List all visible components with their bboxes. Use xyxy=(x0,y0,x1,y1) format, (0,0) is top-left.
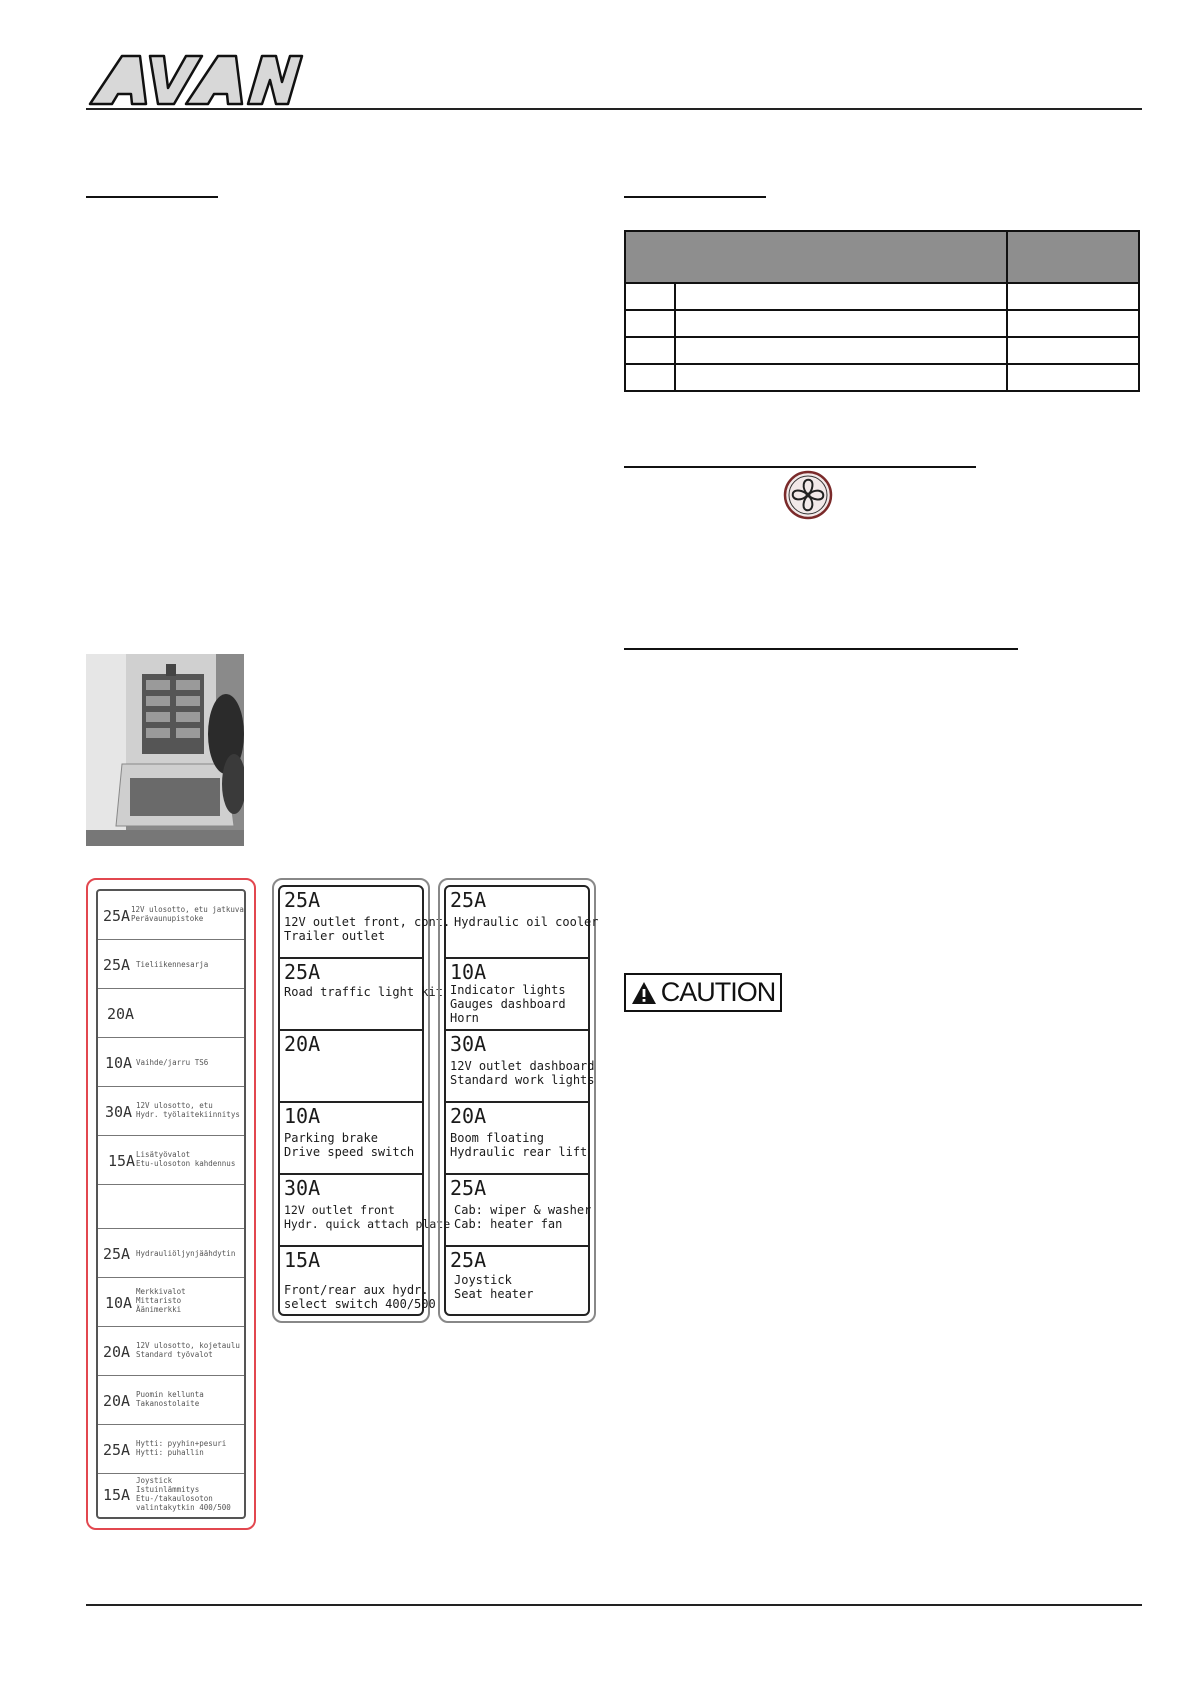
fuse-label: 12V ulosotto, kojetaulu Standard työvalot xyxy=(136,1341,240,1359)
fuse-label: 12V outlet front Hydr. quick attach plate xyxy=(284,1203,451,1231)
fuse-amp: 25A xyxy=(284,960,321,984)
fuse-label-card-english-right xyxy=(438,878,599,1323)
fuse-label: Vaihde/jarru TS6 xyxy=(136,1058,209,1067)
table-header-cell xyxy=(1007,231,1139,283)
table-row xyxy=(625,364,1139,391)
fuse-amp: 25A xyxy=(103,1441,131,1459)
fuse-label: Indicator lights Gauges dashboard Horn xyxy=(450,983,566,1025)
fuse-row xyxy=(98,1136,244,1185)
fuse-label-card-inner xyxy=(278,885,451,1316)
fuse-row xyxy=(446,1103,588,1175)
fuse-amp: 15A xyxy=(103,1486,131,1504)
fuse-amp: 10A xyxy=(450,960,487,984)
caution-label: CAUTION xyxy=(660,977,776,1007)
fuse-amp: 10A xyxy=(105,1294,133,1312)
fuse-row xyxy=(98,1376,244,1425)
fuse-row xyxy=(280,959,443,1031)
fuse-row xyxy=(98,1229,244,1278)
fuse-label-card-finnish xyxy=(86,878,256,1530)
fuse-row xyxy=(98,1327,244,1376)
fuse-amp: 25A xyxy=(103,956,131,974)
fuse-amp: 15A xyxy=(284,1248,321,1272)
fuse-amp: 20A xyxy=(450,1104,487,1128)
svg-text:AVANT: AVANT xyxy=(86,52,90,53)
fuse-row xyxy=(446,1031,595,1103)
fuse-label: Joystick Istuinlämmitys Etu-/takaulosoton valintakytkin 400/500 xyxy=(136,1476,231,1512)
fuse-row xyxy=(98,1185,244,1229)
fuse-label: Front/rear aux hydr. select switch 400/500 xyxy=(284,1283,436,1311)
fuse-amp: 25A xyxy=(103,1245,131,1263)
section-heading-rule-fan xyxy=(624,466,976,468)
fuse-amp: 30A xyxy=(105,1103,133,1121)
fuse-row xyxy=(446,1175,592,1247)
fuse-amp: 25A xyxy=(103,907,131,925)
specification-table xyxy=(624,230,1140,392)
fuse-amp: 20A xyxy=(107,1005,135,1023)
table-header-row xyxy=(625,231,1139,283)
fuse-label-card-english-left xyxy=(272,878,451,1323)
fuse-label-card-inner xyxy=(96,889,246,1519)
fuse-label: Joystick Seat heater xyxy=(454,1273,534,1301)
fuse-label: Merkkivalot Mittaristo Äänimerkki xyxy=(136,1287,186,1314)
fuse-label: Cab: wiper & washer Cab: heater fan xyxy=(454,1203,592,1231)
fuse-box-photo xyxy=(86,654,244,846)
fuse-row xyxy=(98,940,244,989)
section-heading-rule-3 xyxy=(624,648,1018,650)
table-row xyxy=(625,310,1139,337)
fuse-label: Parking brake Drive speed switch xyxy=(284,1131,415,1159)
fuse-label: 12V outlet front, cont. Trailer outlet xyxy=(284,915,451,943)
section-heading-rule-left xyxy=(86,196,218,198)
fuse-label: Hytti: pyyhin+pesuri Hytti: puhallin xyxy=(136,1439,227,1457)
fuse-label: Hydrauliöljynjäähdytin xyxy=(136,1249,236,1258)
fuse-row xyxy=(446,887,599,959)
fuse-row xyxy=(98,1278,244,1327)
fuse-label: Road traffic light kit xyxy=(284,985,443,999)
fuse-row xyxy=(98,891,244,940)
fuse-row xyxy=(98,1425,244,1474)
table-row xyxy=(625,337,1139,364)
fuse-amp: 30A xyxy=(450,1032,487,1056)
fuse-label: 12V outlet dashboard Standard work lights xyxy=(450,1059,595,1087)
warning-triangle-icon xyxy=(631,981,657,1005)
fuse-amp: 10A xyxy=(284,1104,321,1128)
avant-logo xyxy=(86,52,306,108)
fuse-label: 12V ulosotto, etu jatkuva Perävaunupistoke xyxy=(131,905,244,923)
fuse-label-card-inner xyxy=(444,885,599,1316)
table-row xyxy=(625,283,1139,310)
fuse-amp: 20A xyxy=(103,1392,131,1410)
fuse-row xyxy=(446,959,588,1031)
fuse-amp: 30A xyxy=(284,1176,321,1200)
fuse-label: Boom floating Hydraulic rear lift xyxy=(450,1131,588,1159)
fuse-row xyxy=(98,1474,244,1517)
fuse-amp: 10A xyxy=(105,1054,133,1072)
header-rule xyxy=(86,108,1142,110)
fuse-label: Lisätyövalot Etu-ulosoton kahdennus xyxy=(136,1150,236,1168)
fuse-amp: 20A xyxy=(284,1032,321,1056)
fuse-label: Tieliikennesarja xyxy=(136,960,209,969)
fuse-row xyxy=(280,1103,422,1175)
fuse-amp: 25A xyxy=(284,888,321,912)
fuse-amp: 25A xyxy=(450,888,487,912)
fuse-row xyxy=(280,1175,451,1247)
fuse-amp: 15A xyxy=(108,1152,136,1170)
footer-rule xyxy=(86,1604,1142,1606)
fuse-row xyxy=(446,1247,588,1314)
fuse-row xyxy=(98,1087,244,1136)
fuse-label: Puomin kellunta Takanostolaite xyxy=(136,1390,204,1408)
fuse-amp: 20A xyxy=(103,1343,131,1361)
table-header-cell xyxy=(625,231,1007,283)
fuse-row xyxy=(280,1031,422,1103)
fuse-amp: 25A xyxy=(450,1248,487,1272)
fuse-row xyxy=(98,989,244,1038)
section-heading-rule-right xyxy=(624,196,766,198)
fan-icon xyxy=(783,470,833,520)
caution-sign xyxy=(624,973,782,1012)
fuse-row xyxy=(98,1038,244,1087)
fuse-row xyxy=(280,1247,436,1314)
fuse-row xyxy=(280,887,451,959)
fuse-label: 12V ulosotto, etu Hydr. työlaitekiinnitys xyxy=(136,1101,240,1119)
fuse-amp: 25A xyxy=(450,1176,487,1200)
fuse-label: Hydraulic oil cooler xyxy=(454,915,599,929)
